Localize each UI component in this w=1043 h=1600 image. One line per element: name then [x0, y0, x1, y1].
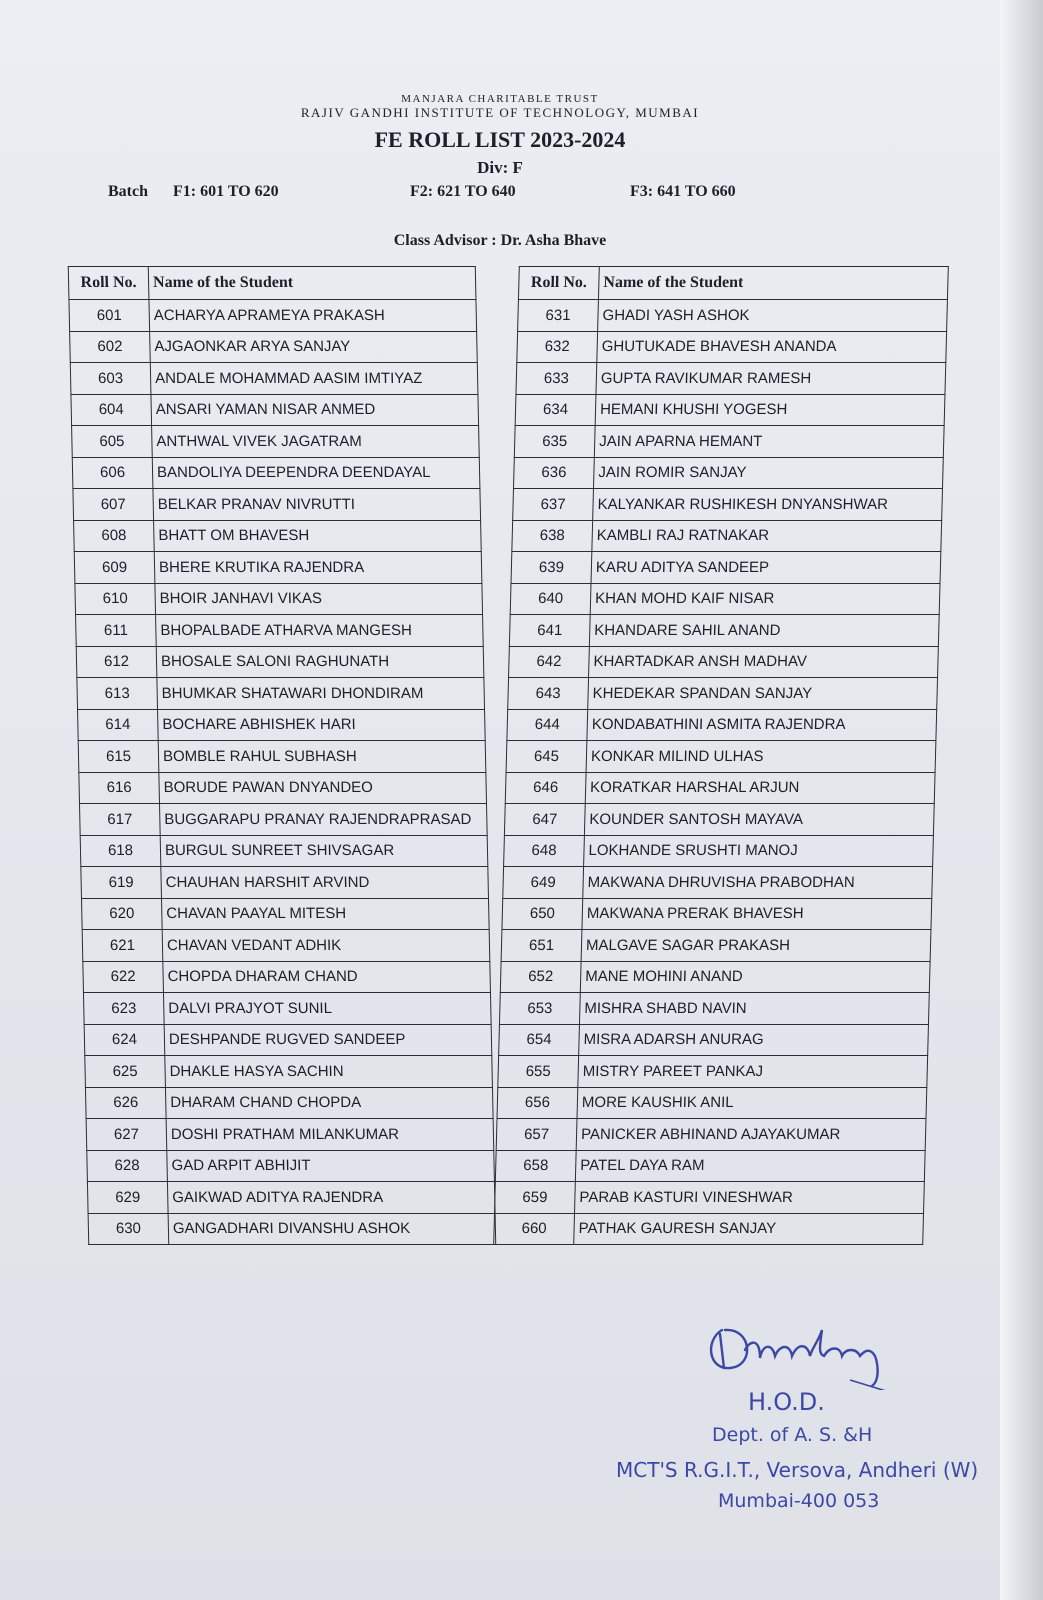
student-name: DHAKLE HASYA SACHIN: [165, 1056, 493, 1088]
student-name: GHADI YASH ASHOK: [598, 300, 948, 332]
table-row: [72, 426, 480, 458]
table-row: [502, 898, 932, 930]
table-row: [76, 646, 484, 678]
table-row: [81, 898, 489, 930]
roll-no-header: Roll No.: [68, 267, 149, 300]
table-row: [513, 457, 943, 489]
roll-number: 620: [81, 898, 162, 930]
table-row: [516, 363, 946, 395]
table-row: [88, 1213, 496, 1245]
table-row: [514, 426, 944, 458]
student-name: MALGAVE SAGAR PRAKASH: [581, 930, 931, 962]
student-name: ACHARYA APRAMEYA PRAKASH: [149, 300, 477, 332]
student-name: PATHAK GAURESH SANJAY: [574, 1213, 924, 1245]
hod-city: Mumbai-400 053: [718, 1490, 880, 1512]
roll-number: 652: [500, 961, 581, 993]
student-name: MAKWANA PRERAK BHAVESH: [582, 898, 932, 930]
roll-number: 655: [498, 1056, 579, 1088]
roll-number: 627: [86, 1119, 167, 1151]
table-row: [507, 709, 937, 741]
trust-name: MANJARA CHARITABLE TRUST: [401, 93, 599, 105]
student-name: MORE KAUSHIK ANIL: [577, 1087, 927, 1119]
roll-number: 626: [85, 1087, 166, 1119]
table-row: [80, 804, 488, 836]
student-name: KORATKAR HARSHAL ARJUN: [585, 772, 935, 804]
table-row: [83, 993, 491, 1025]
roll-number: 654: [499, 1024, 580, 1056]
roll-number: 656: [497, 1087, 578, 1119]
student-name: KALYANKAR RUSHIKESH DNYANSHWAR: [593, 489, 943, 521]
student-name-header: Name of the Student: [148, 267, 476, 300]
roll-number: 615: [78, 741, 159, 773]
table-row: [78, 709, 486, 741]
class-advisor: Class Advisor : Dr. Asha Bhave: [393, 232, 607, 249]
table-row: [515, 394, 945, 426]
table-row: [505, 772, 935, 804]
roll-number: 634: [515, 394, 596, 426]
student-name: KAMBLI RAJ RATNAKAR: [592, 520, 942, 552]
roll-no-header: Roll No.: [518, 267, 599, 300]
roll-number: 601: [69, 300, 150, 332]
table-row: [69, 300, 477, 332]
roll-number: 625: [85, 1056, 166, 1088]
student-name: GHUTUKADE BHAVESH ANANDA: [597, 331, 947, 363]
student-name: GANGADHARI DIVANSHU ASHOK: [168, 1213, 496, 1245]
table-row: [504, 835, 934, 867]
table-header-row: [518, 267, 948, 300]
student-name: DOSHI PRATHAM MILANKUMAR: [166, 1119, 494, 1151]
student-name: BELKAR PRANAV NIVRUTTI: [153, 489, 481, 521]
student-name: MANE MOHINI ANAND: [580, 961, 930, 993]
roll-number: 602: [70, 331, 151, 363]
roll-number: 614: [78, 709, 159, 741]
hod-designation: H.O.D.: [748, 1388, 825, 1416]
table-row: [70, 363, 478, 395]
student-name: PATEL DAYA RAM: [575, 1150, 925, 1182]
roll-number: 606: [72, 457, 153, 489]
roll-number: 642: [509, 646, 590, 678]
student-name: LOKHANDE SRUSHTI MANOJ: [584, 835, 934, 867]
table-row: [512, 520, 942, 552]
signature-drawing: [700, 1320, 970, 1390]
document-title: FE ROLL LIST 2023-2024: [374, 127, 626, 152]
roll-number: 604: [71, 394, 152, 426]
student-name: CHAUHAN HARSHIT ARVIND: [161, 867, 489, 899]
student-name: BHOPALBADE ATHARVA MANGESH: [156, 615, 484, 647]
table-row: [495, 1182, 925, 1214]
table-row: [86, 1119, 494, 1151]
student-name: BOCHARE ABHISHEK HARI: [158, 709, 486, 741]
table-row: [75, 583, 483, 615]
student-name: BHUMKAR SHATAWARI DHONDIRAM: [157, 678, 485, 710]
roll-number: 638: [512, 520, 593, 552]
roll-number: 646: [505, 772, 586, 804]
student-name: DESHPANDE RUGVED SANDEEP: [164, 1024, 492, 1056]
roll-number: 639: [511, 552, 592, 584]
student-name: BHOIR JANHAVI VIKAS: [155, 583, 483, 615]
roll-number: 645: [506, 741, 587, 773]
roll-number: 612: [76, 646, 157, 678]
roll-number: 643: [508, 678, 589, 710]
institute-name: RAJIV GANDHI INSTITUTE OF TECHNOLOGY, MUMBAI: [300, 105, 700, 120]
table-row: [503, 867, 933, 899]
student-name: DHARAM CHAND CHOPDA: [165, 1087, 493, 1119]
student-name: MISTRY PAREET PANKAJ: [578, 1056, 928, 1088]
table-row: [499, 993, 929, 1025]
table-row: [499, 1024, 929, 1056]
student-name: BHOSALE SALONI RAGHUNATH: [156, 646, 484, 678]
table-row: [72, 457, 480, 489]
student-name: CHAVAN VEDANT ADHIK: [162, 930, 490, 962]
table-row: [504, 804, 934, 836]
roll-table-right: [493, 266, 949, 1245]
student-name: BORUDE PAWAN DNYANDEO: [159, 772, 487, 804]
table-row: [495, 1150, 925, 1182]
roll-number: 616: [79, 772, 160, 804]
student-name: BANDOLIYA DEEPENDRA DEENDAYAL: [152, 457, 480, 489]
roll-number: 649: [503, 867, 584, 899]
table-row: [501, 930, 931, 962]
roll-number: 648: [504, 835, 585, 867]
roll-number: 619: [81, 867, 162, 899]
roll-number: 618: [80, 835, 161, 867]
roll-number: 651: [501, 930, 582, 962]
student-name: KHARTADKAR ANSH MADHAV: [589, 646, 939, 678]
roll-number: 605: [72, 426, 153, 458]
student-name: CHOPDA DHARAM CHAND: [163, 961, 491, 993]
table-header-row: [68, 267, 476, 300]
roll-number: 644: [507, 709, 588, 741]
roll-number: 631: [518, 300, 599, 332]
roll-table-left: [68, 266, 497, 1245]
table-row: [84, 1024, 492, 1056]
table-row: [79, 772, 487, 804]
roll-number: 624: [84, 1024, 165, 1056]
roll-number: 611: [76, 615, 157, 647]
table-row: [509, 646, 939, 678]
student-name: KHAN MOHD KAIF NISAR: [590, 583, 940, 615]
roll-number: 609: [74, 552, 155, 584]
table-row: [73, 489, 481, 521]
roll-number: 650: [502, 898, 583, 930]
student-name: GAD ARPIT ABHIJIT: [167, 1150, 495, 1182]
student-name: CHAVAN PAAYAL MITESH: [161, 898, 489, 930]
roll-number: 610: [75, 583, 156, 615]
student-name: GAIKWAD ADITYA RAJENDRA: [167, 1182, 495, 1214]
table-row: [494, 1213, 924, 1245]
page-edge: [1000, 0, 1043, 1600]
student-name: ANSARI YAMAN NISAR ANMED: [151, 394, 479, 426]
student-name: MISHRA SHABD NAVIN: [579, 993, 929, 1025]
table-row: [74, 552, 482, 584]
student-name: KHEDEKAR SPANDAN SANJAY: [588, 678, 938, 710]
roll-number: 603: [70, 363, 151, 395]
roll-number: 636: [513, 457, 594, 489]
table-row: [518, 300, 948, 332]
student-name: GUPTA RAVIKUMAR RAMESH: [596, 363, 946, 395]
student-name: BUGGARAPU PRANAY RAJENDRAPRASAD: [160, 804, 488, 836]
roll-number: 608: [74, 520, 155, 552]
table-row: [513, 489, 943, 521]
roll-number: 632: [517, 331, 598, 363]
batch-f3: F3: 641 TO 660: [630, 183, 736, 200]
student-name: KONKAR MILIND ULHAS: [586, 741, 936, 773]
table-row: [517, 331, 947, 363]
roll-number: 607: [73, 489, 154, 521]
roll-number: 653: [499, 993, 580, 1025]
roll-number: 640: [510, 583, 591, 615]
table-row: [496, 1119, 926, 1151]
batch-f2: F2: 621 TO 640: [410, 183, 516, 200]
student-name: MAKWANA DHRUVISHA PRABODHAN: [583, 867, 933, 899]
hod-stamp: [616, 1320, 979, 1540]
student-name: AJGAONKAR ARYA SANJAY: [150, 331, 478, 363]
hod-college: MCT'S R.G.I.T., Versova, Andheri (W): [616, 1458, 979, 1482]
roll-number: 621: [82, 930, 163, 962]
table-row: [511, 552, 941, 584]
table-row: [85, 1087, 493, 1119]
roll-number: 659: [495, 1182, 576, 1214]
roll-number: 617: [80, 804, 161, 836]
student-name: JAIN APARNA HEMANT: [594, 426, 944, 458]
student-name-header: Name of the Student: [598, 267, 948, 300]
table-row: [74, 520, 482, 552]
table-row: [87, 1182, 495, 1214]
hod-department: Dept. of A. S. &H: [712, 1424, 873, 1446]
table-row: [510, 583, 940, 615]
roll-number: 630: [88, 1213, 169, 1245]
roll-number: 633: [516, 363, 597, 395]
roll-number: 623: [83, 993, 164, 1025]
student-name: BOMBLE RAHUL SUBHASH: [158, 741, 486, 773]
student-name: ANDALE MOHAMMAD AASIM IMTIYAZ: [150, 363, 478, 395]
batch-label: Batch: [108, 183, 148, 200]
table-row: [500, 961, 930, 993]
roll-number: 635: [514, 426, 595, 458]
student-name: BHATT OM BHAVESH: [154, 520, 482, 552]
table-row: [83, 961, 491, 993]
student-name: KONDABATHINI ASMITA RAJENDRA: [587, 709, 937, 741]
roll-number: 641: [509, 615, 590, 647]
roll-number: 613: [77, 678, 158, 710]
table-row: [77, 678, 485, 710]
table-row: [78, 741, 486, 773]
table-row: [506, 741, 936, 773]
student-name: MISRA ADARSH ANURAG: [579, 1024, 929, 1056]
table-row: [76, 615, 484, 647]
table-row: [82, 930, 490, 962]
roll-number: 628: [87, 1150, 168, 1182]
student-name: JAIN ROMIR SANJAY: [593, 457, 943, 489]
table-row: [497, 1087, 927, 1119]
student-name: BURGUL SUNREET SHIVSAGAR: [160, 835, 488, 867]
student-name: BHERE KRUTIKA RAJENDRA: [154, 552, 482, 584]
roll-number: 637: [513, 489, 594, 521]
table-row: [81, 867, 489, 899]
batch-f1: F1: 601 TO 620: [173, 183, 279, 200]
student-name: KOUNDER SANTOSH MAYAVA: [584, 804, 934, 836]
student-name: PANICKER ABHINAND AJAYAKUMAR: [576, 1119, 926, 1151]
table-row: [508, 678, 938, 710]
table-row: [498, 1056, 928, 1088]
student-name: DALVI PRAJYOT SUNIL: [163, 993, 491, 1025]
table-row: [87, 1150, 495, 1182]
table-row: [70, 331, 478, 363]
roll-number: 647: [504, 804, 585, 836]
student-name: KARU ADITYA SANDEEP: [591, 552, 941, 584]
division-label: Div: F: [477, 158, 523, 177]
student-name: ANTHWAL VIVEK JAGATRAM: [152, 426, 480, 458]
roll-number: 622: [83, 961, 164, 993]
table-row: [71, 394, 479, 426]
student-name: HEMANI KHUSHI YOGESH: [595, 394, 945, 426]
student-name: KHANDARE SAHIL ANAND: [589, 615, 939, 647]
table-row: [509, 615, 939, 647]
roll-number: 657: [496, 1119, 577, 1151]
student-name: PARAB KASTURI VINESHWAR: [575, 1182, 925, 1214]
roll-number: 658: [495, 1150, 576, 1182]
roll-number: 660: [494, 1213, 575, 1245]
table-row: [85, 1056, 493, 1088]
roll-number: 629: [87, 1182, 168, 1214]
table-row: [80, 835, 488, 867]
